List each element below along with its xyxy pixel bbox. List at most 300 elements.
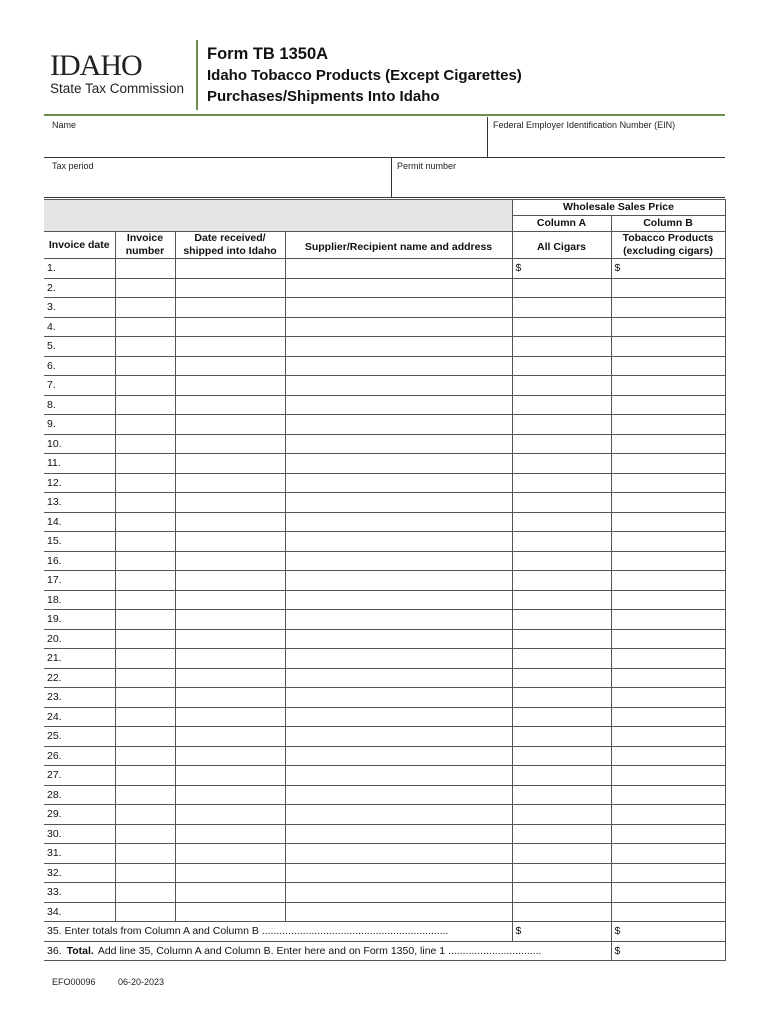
line-36-number: 36. [47,944,62,957]
supplier-cell[interactable] [285,493,512,513]
line-number: 29. [47,808,62,821]
invoice-number-cell[interactable] [115,395,175,415]
supplier-cell[interactable] [285,434,512,454]
line-35-column-b[interactable] [611,922,725,942]
invoice-number-cell[interactable] [115,668,175,688]
supplier-cell[interactable] [285,571,512,591]
table-row [44,629,725,649]
invoice-number-cell[interactable] [115,863,175,883]
invoice-date-cell[interactable] [44,766,115,786]
logo-subtitle: State Tax Commission [50,81,185,96]
invoice-date-cell[interactable] [44,727,115,747]
table-row [44,766,725,786]
invoice-number-cell[interactable] [115,629,175,649]
supplier-cell[interactable] [285,278,512,298]
column-a-cell[interactable] [512,688,611,708]
invoice-number-cell[interactable] [115,883,175,903]
form-titles [207,44,522,107]
line-number: 27. [47,769,62,782]
column-b-cell[interactable] [611,337,725,357]
date-received-cell[interactable] [175,707,285,727]
column-a-cell[interactable] [512,824,611,844]
invoice-date-cell[interactable] [44,493,115,513]
invoice-number-cell[interactable] [115,844,175,864]
invoice-date-cell[interactable] [44,824,115,844]
date-received-cell[interactable] [175,259,285,279]
header-rule [44,114,725,116]
supplier-cell[interactable] [285,356,512,376]
invoice-number-cell[interactable] [115,512,175,532]
column-b-cell[interactable] [611,610,725,630]
supplier-cell[interactable] [285,259,512,279]
column-a-cell[interactable] [512,532,611,552]
dollar-sign: $ [614,925,621,938]
name-label: Name [52,120,77,130]
invoice-date-cell[interactable] [44,473,115,493]
invoice-date-cell[interactable] [44,649,115,669]
invoice-date-cell[interactable] [44,571,115,591]
column-b-cell[interactable] [611,395,725,415]
date-received-cell[interactable] [175,512,285,532]
tax-period-field-line[interactable] [44,197,725,198]
column-b-cell[interactable] [611,707,725,727]
column-a-cell[interactable] [512,649,611,669]
invoice-number-cell[interactable] [115,434,175,454]
column-b-cell[interactable] [611,805,725,825]
invoice-date-cell[interactable] [44,415,115,435]
invoice-number-cell[interactable] [115,532,175,552]
supplier-cell[interactable] [285,376,512,396]
dollar-sign: $ [614,944,621,957]
table-row [44,746,725,766]
column-a-cell[interactable] [512,902,611,922]
permit-label: Permit number [397,161,457,171]
line-number: 19. [47,613,62,626]
date-received-cell[interactable] [175,493,285,513]
column-a-cell[interactable] [512,785,611,805]
invoice-date-cell[interactable] [44,532,115,552]
column-a-cell[interactable] [512,493,611,513]
date-received-cell[interactable] [175,883,285,903]
supplier-cell[interactable] [285,805,512,825]
line-number: 18. [47,593,62,606]
form-code: EFO00096 [52,977,96,987]
date-received-cell[interactable] [175,278,285,298]
column-a-cell[interactable] [512,844,611,864]
column-a-header: Column A [512,216,611,232]
invoice-date-cell[interactable] [44,434,115,454]
table-row [44,883,725,903]
column-b-cell[interactable] [611,532,725,552]
column-b-cell[interactable] [611,590,725,610]
column-b-cell[interactable] [611,317,725,337]
column-b-cell[interactable] [611,863,725,883]
column-b-cell[interactable] [611,473,725,493]
supplier-cell[interactable] [285,473,512,493]
date-received-cell[interactable] [175,590,285,610]
table-row [44,902,725,922]
invoice-number-cell[interactable] [115,278,175,298]
column-b-cell[interactable] [611,727,725,747]
name-ein-divider [487,117,488,158]
purchases-table [44,199,726,961]
column-a-cell[interactable] [512,883,611,903]
invoice-date-cell[interactable] [44,454,115,474]
tobacco-products-header: Tobacco Products (excluding cigars) [611,232,725,259]
column-b-cell[interactable] [611,629,725,649]
invoice-date-cell[interactable] [44,512,115,532]
column-a-cell[interactable] [512,590,611,610]
line-number: 16. [47,554,62,567]
table-row [44,590,725,610]
column-b-cell[interactable] [611,454,725,474]
column-a-cell[interactable] [512,610,611,630]
line-36-instruction: Add line 35, Column A and Column B. Enter here and on Form 1350, line 1 ................................ [97,944,542,957]
date-received-cell[interactable] [175,727,285,747]
invoice-date-cell[interactable] [44,668,115,688]
invoice-date-cell[interactable] [44,785,115,805]
column-a-cell[interactable] [512,863,611,883]
date-received-cell[interactable] [175,668,285,688]
line-number: 31. [47,847,62,860]
invoice-date-cell[interactable] [44,707,115,727]
line-number: 23. [47,691,62,704]
line-number: 4. [47,320,56,333]
line-36-row [44,941,725,961]
column-a-cell[interactable] [512,746,611,766]
line-number: 5. [47,340,56,353]
supplier-cell[interactable] [285,337,512,357]
column-b-cell[interactable] [611,298,725,318]
supplier-cell[interactable] [285,629,512,649]
column-b-cell[interactable] [611,571,725,591]
supplier-cell[interactable] [285,395,512,415]
table-row [44,259,725,279]
name-field-line[interactable] [44,157,725,158]
date-received-cell[interactable] [175,532,285,552]
invoice-number-cell[interactable] [115,824,175,844]
supplier-cell[interactable] [285,785,512,805]
invoice-number-cell[interactable] [115,902,175,922]
table-row [44,395,725,415]
table-row [44,610,725,630]
column-a-cell[interactable] [512,337,611,357]
column-a-cell[interactable] [512,259,611,279]
invoice-date-cell[interactable] [44,610,115,630]
invoice-date-cell[interactable] [44,317,115,337]
header-shaded-area [44,200,512,232]
column-a-cell[interactable] [512,512,611,532]
invoice-number-cell[interactable] [115,590,175,610]
form-title-line2: Purchases/Shipments Into Idaho [207,88,440,105]
line-number: 24. [47,710,62,723]
line-number: 22. [47,671,62,684]
table-row [44,415,725,435]
line-number: 20. [47,632,62,645]
date-received-cell[interactable] [175,805,285,825]
invoice-number-cell[interactable] [115,298,175,318]
invoice-number-cell[interactable] [115,746,175,766]
line-number: 25. [47,730,62,743]
column-b-cell[interactable] [611,824,725,844]
date-received-cell[interactable] [175,629,285,649]
column-b-cell[interactable] [611,649,725,669]
table-row [44,649,725,669]
line-number: 12. [47,476,62,489]
supplier-cell[interactable] [285,649,512,669]
line-36-total-label: Total. [66,944,94,957]
supplier-cell[interactable] [285,902,512,922]
column-b-cell[interactable] [611,902,725,922]
table-row [44,317,725,337]
line-36-label [44,941,611,961]
column-b-cell[interactable] [611,746,725,766]
form-revision-date: 06-20-2023 [118,977,165,987]
supplier-cell[interactable] [285,746,512,766]
invoice-number-cell[interactable] [115,571,175,591]
line-number: 26. [47,749,62,762]
invoice-date-cell[interactable] [44,551,115,571]
line-number: 15. [47,535,62,548]
supplier-cell[interactable] [285,844,512,864]
logo-wordmark: IDAHO [50,49,142,82]
line-35-column-a[interactable] [512,922,611,942]
date-received-cell[interactable] [175,766,285,786]
invoice-date-cell[interactable] [44,337,115,357]
supplier-cell[interactable] [285,707,512,727]
column-a-cell[interactable] [512,551,611,571]
supplier-cell[interactable] [285,298,512,318]
date-received-cell[interactable] [175,746,285,766]
table-row [44,805,725,825]
column-a-cell[interactable] [512,395,611,415]
invoice-date-cell[interactable] [44,688,115,708]
date-received-cell[interactable] [175,649,285,669]
wholesale-sales-price-header: Wholesale Sales Price [512,200,725,216]
supplier-cell[interactable] [285,551,512,571]
invoice-number-cell[interactable] [115,707,175,727]
invoice-number-cell[interactable] [115,415,175,435]
supplier-cell[interactable] [285,512,512,532]
invoice-date-cell[interactable] [44,902,115,922]
supplier-cell[interactable] [285,610,512,630]
table-row [44,298,725,318]
column-a-cell[interactable] [512,629,611,649]
column-a-cell[interactable] [512,571,611,591]
supplier-cell[interactable] [285,415,512,435]
line-number: 10. [47,437,62,450]
table-row [44,863,725,883]
line-number: 6. [47,359,56,372]
invoice-number-cell[interactable] [115,688,175,708]
invoice-number-cell[interactable] [115,551,175,571]
table-row [44,473,725,493]
column-a-cell[interactable] [512,766,611,786]
column-b-cell[interactable] [611,883,725,903]
supplier-cell[interactable] [285,668,512,688]
table-row [44,668,725,688]
ein-label: Federal Employer Identification Number (EIN) [493,120,676,130]
table-row [44,824,725,844]
invoice-number-cell[interactable] [115,766,175,786]
column-b-cell[interactable] [611,376,725,396]
date-received-header: Date received/ shipped into Idaho [175,232,285,259]
date-received-cell[interactable] [175,454,285,474]
column-a-cell[interactable] [512,434,611,454]
date-received-cell[interactable] [175,337,285,357]
invoice-date-cell[interactable] [44,278,115,298]
line-number: 1. [47,262,56,275]
line-number: 8. [47,398,56,411]
date-received-cell[interactable] [175,688,285,708]
column-b-cell[interactable] [611,415,725,435]
supplier-cell[interactable] [285,317,512,337]
date-received-cell[interactable] [175,571,285,591]
supplier-cell[interactable] [285,727,512,747]
invoice-date-cell[interactable] [44,629,115,649]
supplier-cell[interactable] [285,883,512,903]
date-received-cell[interactable] [175,415,285,435]
invoice-date-cell[interactable] [44,863,115,883]
column-a-cell[interactable] [512,727,611,747]
tax-period-label: Tax period [52,161,94,171]
line-number: 9. [47,418,56,431]
line-35-row [44,922,725,942]
date-received-cell[interactable] [175,434,285,454]
table-row [44,532,725,552]
date-received-cell[interactable] [175,551,285,571]
table-row [44,454,725,474]
supplier-cell[interactable] [285,532,512,552]
date-received-cell[interactable] [175,298,285,318]
column-b-cell[interactable] [611,512,725,532]
table-row [44,844,725,864]
invoice-date-cell[interactable] [44,298,115,318]
column-a-cell[interactable] [512,473,611,493]
form-header [44,40,725,114]
invoice-date-cell[interactable] [44,883,115,903]
invoice-number-header: Invoice number [115,232,175,259]
date-received-cell[interactable] [175,317,285,337]
supplier-cell[interactable] [285,454,512,474]
column-b-cell[interactable] [611,785,725,805]
date-received-cell[interactable] [175,376,285,396]
invoice-number-cell[interactable] [115,337,175,357]
invoice-date-cell[interactable] [44,376,115,396]
date-received-cell[interactable] [175,785,285,805]
column-b-cell[interactable] [611,688,725,708]
invoice-number-cell[interactable] [115,259,175,279]
dollar-sign: $ [515,262,522,275]
all-cigars-header: All Cigars [512,232,611,259]
invoice-date-cell[interactable] [44,259,115,279]
date-received-cell[interactable] [175,610,285,630]
column-b-cell[interactable] [611,668,725,688]
column-a-cell[interactable] [512,668,611,688]
header-divider [196,40,198,110]
table-row [44,278,725,298]
column-a-cell[interactable] [512,415,611,435]
line-number: 3. [47,301,56,314]
date-received-cell[interactable] [175,844,285,864]
date-received-cell[interactable] [175,395,285,415]
date-received-cell[interactable] [175,473,285,493]
line-number: 21. [47,652,62,665]
column-a-cell[interactable] [512,356,611,376]
invoice-number-cell[interactable] [115,317,175,337]
invoice-number-cell[interactable] [115,649,175,669]
line-number: 28. [47,788,62,801]
column-a-cell[interactable] [512,805,611,825]
invoice-date-cell[interactable] [44,395,115,415]
invoice-number-cell[interactable] [115,805,175,825]
invoice-date-cell[interactable] [44,356,115,376]
table-row [44,688,725,708]
table-row [44,356,725,376]
column-a-cell[interactable] [512,278,611,298]
line-number: 32. [47,866,62,879]
column-b-cell[interactable] [611,551,725,571]
column-b-cell[interactable] [611,434,725,454]
line-number: 33. [47,886,62,899]
invoice-number-cell[interactable] [115,610,175,630]
column-b-cell[interactable] [611,844,725,864]
date-received-cell[interactable] [175,824,285,844]
column-b-cell[interactable] [611,356,725,376]
invoice-number-cell[interactable] [115,493,175,513]
invoice-number-cell[interactable] [115,356,175,376]
invoice-date-cell[interactable] [44,844,115,864]
period-permit-divider [391,158,392,198]
column-a-cell[interactable] [512,298,611,318]
form-number: Form TB 1350A [207,45,329,63]
invoice-date-cell[interactable] [44,590,115,610]
invoice-number-cell[interactable] [115,727,175,747]
invoice-date-cell[interactable] [44,746,115,766]
dollar-sign: $ [614,262,621,275]
column-a-cell[interactable] [512,317,611,337]
supplier-header: Supplier/Recipient name and address [285,232,512,259]
column-b-cell[interactable] [611,278,725,298]
supplier-cell[interactable] [285,590,512,610]
column-a-cell[interactable] [512,454,611,474]
supplier-cell[interactable] [285,688,512,708]
line-35-label: 35. Enter totals from Column A and Column B ................................................................ [44,922,512,942]
table-row [44,337,725,357]
invoice-number-cell[interactable] [115,473,175,493]
supplier-cell[interactable] [285,766,512,786]
date-received-cell[interactable] [175,902,285,922]
supplier-cell[interactable] [285,863,512,883]
column-a-cell[interactable] [512,707,611,727]
form-title-line1: Idaho Tobacco Products (Except Cigarettes) [207,67,522,84]
invoice-number-cell[interactable] [115,454,175,474]
line-36-total[interactable] [611,941,725,961]
column-b-cell[interactable] [611,493,725,513]
column-b-cell[interactable] [611,259,725,279]
invoice-number-cell[interactable] [115,376,175,396]
invoice-number-cell[interactable] [115,785,175,805]
column-a-cell[interactable] [512,376,611,396]
table-row [44,551,725,571]
supplier-cell[interactable] [285,824,512,844]
column-b-cell[interactable] [611,766,725,786]
date-received-cell[interactable] [175,356,285,376]
line-number: 13. [47,496,62,509]
invoice-date-cell[interactable] [44,805,115,825]
line-number: 2. [47,281,56,294]
date-received-cell[interactable] [175,863,285,883]
